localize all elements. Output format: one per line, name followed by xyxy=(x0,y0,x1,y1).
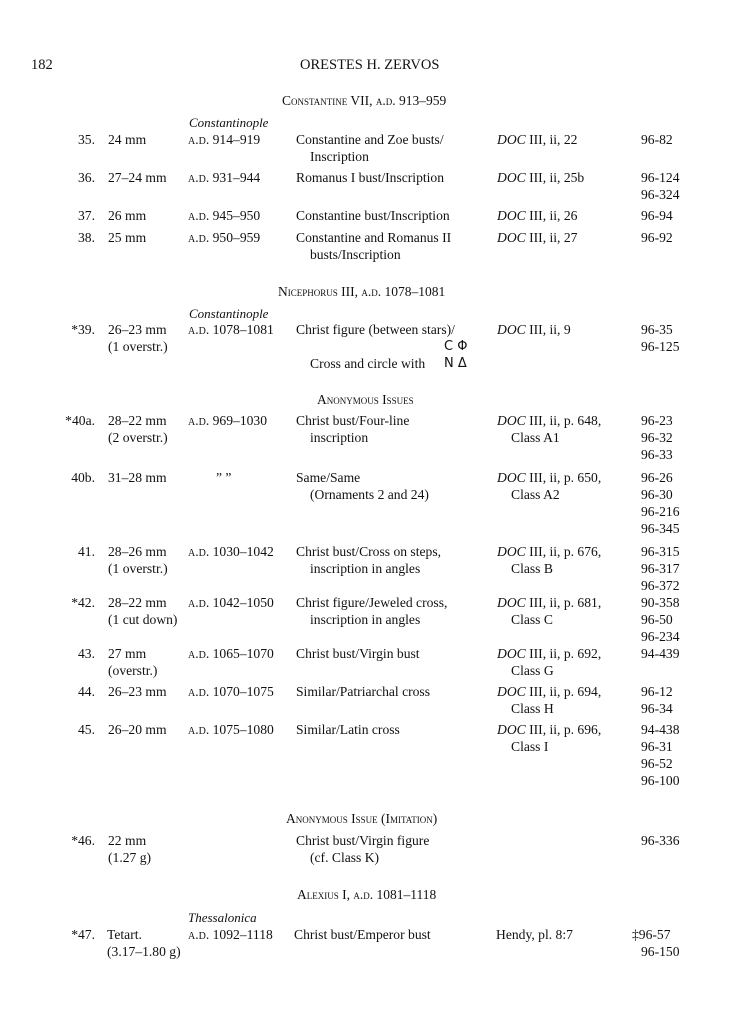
accession-number: 96-345 xyxy=(641,521,680,536)
reference-detail: Hendy, pl. 8:7 xyxy=(496,927,573,942)
accession-number: 96-125 xyxy=(641,339,680,354)
entry-description: Same/Same xyxy=(296,470,361,485)
section-title: Constantine VII, a.d. 913–959 xyxy=(282,93,447,108)
entry-size: 26–23 mm xyxy=(108,322,167,337)
reference-class: Class C xyxy=(511,612,553,627)
accession-number: 96-92 xyxy=(641,230,673,245)
accession-number: 96-34 xyxy=(641,701,673,716)
entry-date: a.d. 1078–1081 xyxy=(188,322,274,337)
accession-number: 96-324 xyxy=(641,187,680,202)
entry-number: 41. xyxy=(78,544,95,559)
entry-number: 37. xyxy=(78,208,95,223)
accession-number: 94-439 xyxy=(641,646,680,661)
coin-legend-bottom: N Δ xyxy=(444,356,467,371)
reference-detail: III, ii, p. 694, xyxy=(529,684,602,699)
accession-number: ‡96-57 xyxy=(632,927,671,942)
accession-number: 96-30 xyxy=(641,487,673,502)
entry-date: a.d. 969–1030 xyxy=(188,413,268,428)
entry-size: 28–26 mm xyxy=(108,544,167,559)
entry-number: *42. xyxy=(71,595,95,610)
reference-source: DOC xyxy=(497,470,526,485)
accession-number: 96-124 xyxy=(641,170,680,185)
accession-number: 96-23 xyxy=(641,413,673,428)
entry-description: Christ bust/Virgin bust xyxy=(296,646,420,661)
reference-source: DOC xyxy=(497,208,526,223)
entry-description: inscription in angles xyxy=(310,612,421,627)
entry-description: busts/Inscription xyxy=(310,247,401,262)
entry-size: 26–23 mm xyxy=(108,684,167,699)
reference-source: DOC xyxy=(497,722,526,737)
entry-size: 24 mm xyxy=(108,132,147,147)
accession-number: 96-52 xyxy=(641,756,673,771)
entry-number: 38. xyxy=(78,230,95,245)
reference-detail: III, ii, 26 xyxy=(529,208,578,223)
accession-number: 96-32 xyxy=(641,430,673,445)
reference-source: DOC xyxy=(497,595,526,610)
accession-number: 96-50 xyxy=(641,612,673,627)
accession-number: 96-100 xyxy=(641,773,680,788)
entry-description: Christ bust/Virgin figure xyxy=(296,833,430,848)
entry-date: a.d. 931–944 xyxy=(188,170,261,185)
entry-description: (Ornaments 2 and 24) xyxy=(310,487,429,502)
entry-size: 28–22 mm xyxy=(108,413,167,428)
reference-source: DOC xyxy=(497,230,526,245)
entry-number: 40b. xyxy=(71,470,95,485)
accession-number: 96-26 xyxy=(641,470,673,485)
accession-number: 96-150 xyxy=(641,944,680,959)
entry-date: a.d. 1030–1042 xyxy=(188,544,274,559)
reference-detail: III, ii, p. 696, xyxy=(529,722,602,737)
entry-date: a.d. 1042–1050 xyxy=(188,595,274,610)
reference-source: DOC xyxy=(497,544,526,559)
entry-description: Cross and circle with xyxy=(310,356,426,371)
accession-number: 96-317 xyxy=(641,561,680,576)
entry-size-note: (1 overstr.) xyxy=(108,561,168,576)
entry-date: a.d. 1092–1118 xyxy=(188,927,273,942)
entry-number: *39. xyxy=(71,322,95,337)
accession-number: 96-234 xyxy=(641,629,680,644)
entry-description: Similar/Latin cross xyxy=(296,722,400,737)
accession-number: 96-35 xyxy=(641,322,673,337)
entry-description: (cf. Class K) xyxy=(310,850,380,865)
entry-date: a.d. 914–919 xyxy=(188,132,261,147)
entry-size: 31–28 mm xyxy=(108,470,167,485)
accession-number: 96-94 xyxy=(641,208,673,223)
accession-number: 96-31 xyxy=(641,739,673,754)
entry-description: Christ bust/Cross on steps, xyxy=(296,544,442,559)
entry-description: Christ bust/Four-line xyxy=(296,413,410,428)
entry-number: *47. xyxy=(71,927,95,942)
entry-number: *40a. xyxy=(65,413,95,428)
section-title: Alexius I, a.d. 1081–1118 xyxy=(297,887,437,902)
reference-class: Class I xyxy=(511,739,549,754)
entry-date: a.d. 950–959 xyxy=(188,230,261,245)
reference-detail: III, ii, 25b xyxy=(529,170,585,185)
entry-size: 25 mm xyxy=(108,230,147,245)
accession-number: 96-82 xyxy=(641,132,673,147)
accession-number: 96-12 xyxy=(641,684,673,699)
reference-class: Class G xyxy=(511,663,554,678)
entry-description: Romanus I bust/Inscription xyxy=(296,170,445,185)
accession-number: 90-358 xyxy=(641,595,680,610)
mint-label: Constantinople xyxy=(189,115,269,130)
reference-detail: III, ii, p. 650, xyxy=(529,470,602,485)
accession-number: 96-336 xyxy=(641,833,680,848)
accession-number: 94-438 xyxy=(641,722,680,737)
entry-number: 43. xyxy=(78,646,95,661)
accession-number: 96-315 xyxy=(641,544,680,559)
entry-date: a.d. 1075–1080 xyxy=(188,722,274,737)
entry-description: inscription in angles xyxy=(310,561,421,576)
entry-number: 45. xyxy=(78,722,95,737)
entry-weight: (1.27 g) xyxy=(108,850,152,865)
entry-weight: (3.17–1.80 g) xyxy=(107,944,181,959)
entry-denomination: Tetart. xyxy=(107,927,142,942)
reference-source: DOC xyxy=(497,170,526,185)
page-number: 182 xyxy=(31,57,53,73)
reference-class: Class H xyxy=(511,701,554,716)
entry-description: Constantine bust/Inscription xyxy=(296,208,450,223)
reference-source: DOC xyxy=(497,646,526,661)
section-title: Nicephorus III, a.d. 1078–1081 xyxy=(278,284,446,299)
entry-size: 26 mm xyxy=(108,208,147,223)
entry-description: Christ figure (between stars)/ xyxy=(296,322,455,337)
entry-date: a.d. 1070–1075 xyxy=(188,684,274,699)
reference-source: DOC xyxy=(497,322,526,337)
entry-number: 36. xyxy=(78,170,95,185)
entry-size-note: (1 cut down) xyxy=(108,612,178,627)
reference-detail: III, ii, p. 681, xyxy=(529,595,602,610)
entry-number: 35. xyxy=(78,132,95,147)
entry-number: *46. xyxy=(71,833,95,848)
reference-detail: III, ii, p. 648, xyxy=(529,413,602,428)
accession-number: 96-372 xyxy=(641,578,680,593)
entry-date: a.d. 1065–1070 xyxy=(188,646,274,661)
reference-detail: III, ii, 9 xyxy=(529,322,571,337)
section-title: Anonymous Issues xyxy=(317,392,414,407)
reference-source: DOC xyxy=(497,684,526,699)
entry-size-note: (2 overstr.) xyxy=(108,430,168,445)
reference-detail: III, ii, p. 676, xyxy=(529,544,602,559)
entry-number: 44. xyxy=(78,684,95,699)
entry-size: 27–24 mm xyxy=(108,170,167,185)
entry-description: Christ bust/Emperor bust xyxy=(294,927,431,942)
reference-detail: III, ii, p. 692, xyxy=(529,646,602,661)
entry-size: 27 mm xyxy=(108,646,147,661)
entry-size-note: (overstr.) xyxy=(108,663,158,678)
entry-description: Constantine and Zoe busts/ xyxy=(296,132,444,147)
reference-class: Class A2 xyxy=(511,487,560,502)
accession-number: 96-216 xyxy=(641,504,680,519)
entry-description: Christ figure/Jeweled cross, xyxy=(296,595,448,610)
entry-description: inscription xyxy=(310,430,369,445)
entry-date: a.d. 945–950 xyxy=(188,208,261,223)
mint-label: Thessalonica xyxy=(188,910,257,925)
section-title: Anonymous Issue (Imitation) xyxy=(286,811,438,826)
entry-description: Constantine and Romanus II xyxy=(296,230,452,245)
reference-source: DOC xyxy=(497,413,526,428)
entry-size: 22 mm xyxy=(108,833,147,848)
accession-number: 96-33 xyxy=(641,447,673,462)
reference-class: Class B xyxy=(511,561,553,576)
entry-size: 28–22 mm xyxy=(108,595,167,610)
reference-detail: III, ii, 22 xyxy=(529,132,578,147)
entry-description: Similar/Patriarchal cross xyxy=(296,684,431,699)
entry-description: Inscription xyxy=(310,149,369,164)
mint-label: Constantinople xyxy=(189,306,269,321)
coin-legend-top: C Φ xyxy=(444,339,468,354)
entry-size: 26–20 mm xyxy=(108,722,167,737)
reference-detail: III, ii, 27 xyxy=(529,230,578,245)
running-title: ORESTES H. ZERVOS xyxy=(300,57,440,73)
reference-class: Class A1 xyxy=(511,430,560,445)
ditto-marks: ” ” xyxy=(216,470,232,485)
entry-size-note: (1 overstr.) xyxy=(108,339,168,354)
reference-source: DOC xyxy=(497,132,526,147)
